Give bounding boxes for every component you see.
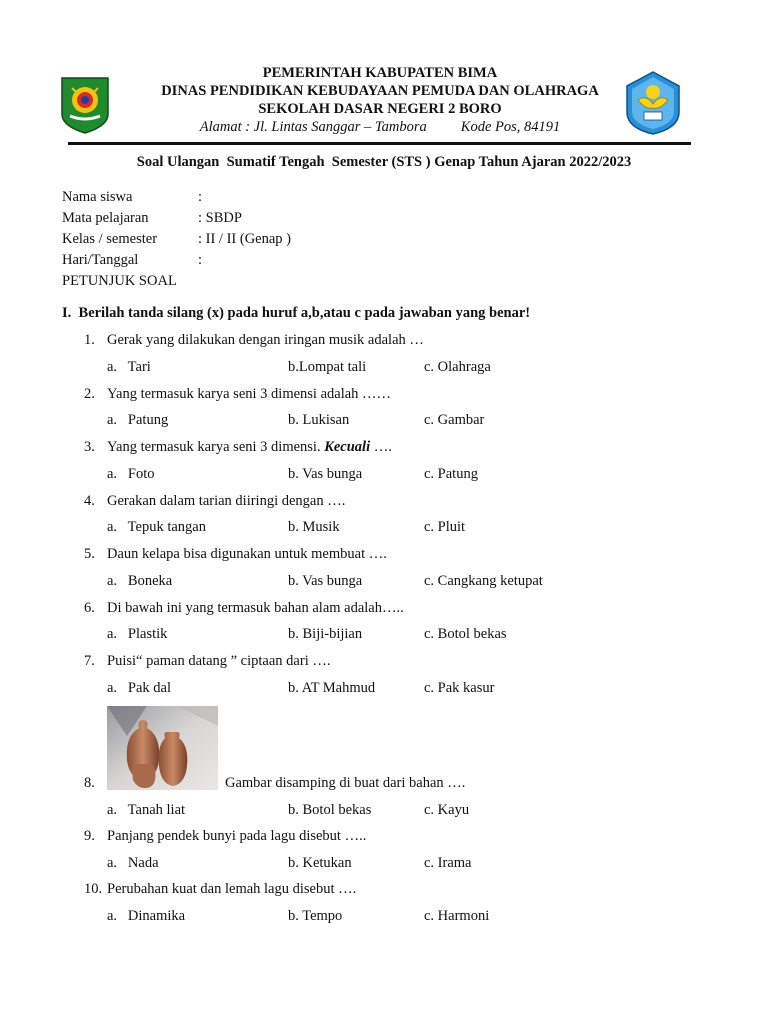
info-label: Mata pelajaran	[62, 210, 149, 226]
question	[84, 332, 424, 349]
option-c[interactable]: c. Pluit	[424, 519, 466, 535]
info-value: : II / II (Genap )	[198, 231, 291, 247]
option-b[interactable]: b.Lompat tali	[288, 359, 367, 375]
option-b[interactable]: b. Botol bekas	[288, 802, 372, 818]
option-a[interactable]: a. Foto	[107, 466, 155, 482]
options-row	[0, 908, 768, 928]
question-number: 5.	[84, 546, 95, 562]
option-c[interactable]: c. Gambar	[424, 412, 485, 428]
question-text: Puisi“ paman datang ” ciptaan dari ….	[107, 653, 331, 669]
option-a[interactable]: a. Patung	[107, 412, 169, 428]
question	[84, 546, 387, 563]
letterhead-line-3: SEKOLAH DASAR NEGERI 2 BORO	[258, 101, 502, 117]
letterhead	[130, 64, 630, 136]
options-row	[0, 359, 768, 379]
options-row	[0, 573, 768, 593]
question-text: Perubahan kuat dan lemah lagu disebut ….	[107, 881, 357, 897]
question-text: Panjang pendek bunyi pada lagu disebut …..	[107, 828, 367, 844]
tut-wuri-handayani-icon	[624, 70, 682, 136]
letterhead-divider	[68, 142, 691, 145]
letterhead-line-2: DINAS PENDIDIKAN KEBUDAYAAN PEMUDA DAN OLAHRAGA	[161, 83, 599, 99]
option-c[interactable]: c. Pak kasur	[424, 680, 495, 696]
question	[84, 775, 107, 792]
option-b[interactable]: b. AT Mahmud	[288, 680, 376, 696]
question	[84, 653, 330, 670]
options-row	[0, 519, 768, 539]
option-c[interactable]: c. Harmoni	[424, 908, 490, 924]
option-b[interactable]: b. Musik	[288, 519, 340, 535]
question	[84, 828, 366, 845]
option-b[interactable]: b. Vas bunga	[288, 573, 363, 589]
option-a[interactable]: a. Pak dal	[107, 680, 172, 696]
question	[84, 600, 404, 617]
question-number: 4.	[84, 493, 95, 509]
question-number: 2.	[84, 386, 95, 402]
info-value: :	[198, 189, 203, 205]
option-b[interactable]: b. Lukisan	[288, 412, 350, 428]
info-label: Nama siswa	[62, 189, 133, 205]
info-label: Hari/Tanggal	[62, 252, 139, 268]
info-value: : SBDP	[198, 210, 242, 226]
postal-code: Kode Pos, 84191	[460, 119, 561, 135]
option-b[interactable]: b. Tempo	[288, 908, 343, 924]
question-text: Yang termasuk karya seni 3 dimensi adalah ……	[107, 386, 392, 402]
question-text: Gerak yang dilakukan dengan iringan musik adalah …	[107, 332, 424, 348]
option-c[interactable]: c. Irama	[424, 855, 472, 871]
clay-pots-image	[107, 706, 218, 790]
option-a[interactable]: a. Nada	[107, 855, 159, 871]
options-row	[0, 855, 768, 875]
options-row	[0, 626, 768, 646]
question-text: Gerakan dalam tarian diiringi dengan ….	[107, 493, 346, 509]
question-number: 8.	[84, 775, 95, 791]
option-c[interactable]: c. Kayu	[424, 802, 470, 818]
question-number: 6.	[84, 600, 95, 616]
question-number: 7.	[84, 653, 95, 669]
option-c[interactable]: c. Olahraga	[424, 359, 491, 375]
question-text: Di bawah ini yang termasuk bahan alam adalah…..	[107, 600, 404, 616]
question	[84, 493, 345, 510]
question-number: 3.	[84, 439, 95, 455]
question	[84, 881, 356, 898]
section-instruction: I. Berilah tanda silang (x) pada huruf a,b,atau c pada jawaban yang benar!	[62, 305, 531, 321]
info-label: Kelas / semester	[62, 231, 158, 247]
question-text: Gambar disamping di buat dari bahan ….	[225, 775, 466, 791]
option-b[interactable]: b. Vas bunga	[288, 466, 363, 482]
option-c[interactable]: c. Botol bekas	[424, 626, 507, 642]
address: Alamat : Jl. Lintas Sanggar – Tambora	[199, 119, 427, 135]
info-label: PETUNJUK SOAL	[62, 273, 177, 289]
question-number: 9.	[84, 828, 95, 844]
question-text-tail: ….	[370, 439, 392, 455]
option-b[interactable]: b. Ketukan	[288, 855, 352, 871]
options-row	[0, 412, 768, 432]
options-row	[0, 680, 768, 700]
question-number: 1.	[84, 332, 95, 348]
question-number: 10.	[84, 881, 103, 897]
option-a[interactable]: a. Plastik	[107, 626, 168, 642]
option-a[interactable]: a. Boneka	[107, 573, 173, 589]
option-a[interactable]: a. Tepuk tangan	[107, 519, 206, 535]
exam-title: Soal Ulangan Sumatif Tengah Semester (STS ) Genap Tahun Ajaran 2022/2023	[136, 154, 632, 170]
option-a[interactable]: a. Dinamika	[107, 908, 186, 924]
question-text: Daun kelapa bisa digunakan untuk membuat ….	[107, 546, 387, 562]
options-row	[0, 466, 768, 486]
option-c[interactable]: c. Patung	[424, 466, 478, 482]
option-c[interactable]: c. Cangkang ketupat	[424, 573, 543, 589]
options-row	[0, 802, 768, 822]
regency-emblem-icon	[60, 76, 110, 134]
option-a[interactable]: a. Tanah liat	[107, 802, 186, 818]
question	[84, 439, 392, 456]
info-value: :	[198, 252, 203, 268]
option-a[interactable]: a. Tari	[107, 359, 151, 375]
letterhead-line-1: PEMERINTAH KABUPATEN BIMA	[262, 65, 498, 81]
question	[84, 386, 391, 403]
letterhead-address-line	[130, 118, 630, 136]
option-b[interactable]: b. Biji-bijian	[288, 626, 363, 642]
question-emphasis: Kecuali	[324, 439, 371, 455]
question-text: Yang termasuk karya seni 3 dimensi.	[107, 439, 325, 455]
